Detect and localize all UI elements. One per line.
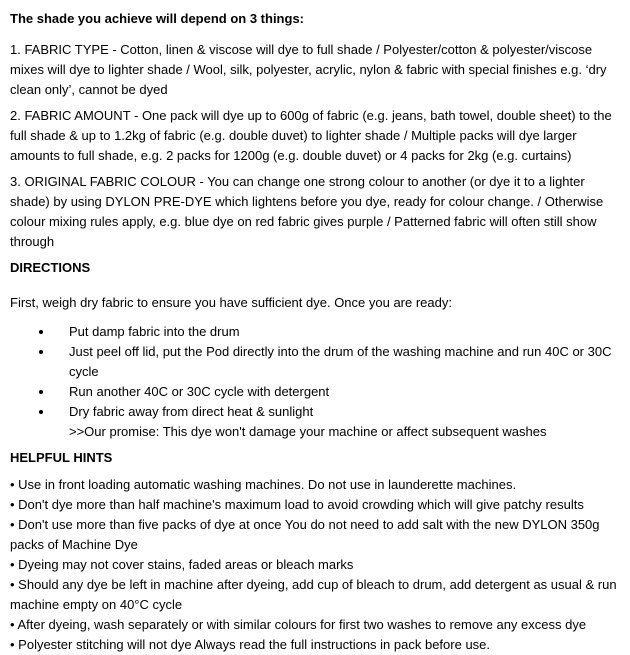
fabric-type-paragraph: 1. FABRIC TYPE - Cotton, linen & viscose will dye to full shade / Polyester/cotton & polyester/viscose mixes will dye to lighter shade / Wool, silk, polyester, acrylic, nylon & fabric with special finishes e.g. ‘dry clean only’, cannot be dyed (10, 42, 607, 97)
hint-item-front-loading: • Use in front loading automatic washing machines. Do not use in launderette machines. (10, 477, 517, 492)
helpful-hints-list (10, 475, 621, 655)
hint-item-stains: • Dyeing may not cover stains, faded areas or bleach marks (10, 557, 354, 572)
directions-step-list (10, 322, 621, 442)
hint-item-polyester-stitching: • Polyester stitching will not dye Always read the full instructions in pack before use. (10, 637, 491, 652)
step-item-pod-into-drum: • Just peel off lid, put the Pod directly into the drum of the washing machine and run 40C or 30C cycle (54, 342, 621, 382)
step-item-second-cycle: • Run another 40C or 30C cycle with detergent (54, 382, 621, 402)
hint-item-five-packs: • Don't use more than five packs of dye at once You do not need to add salt with the new DYLON 350g packs of Machine Dye (10, 517, 600, 552)
hint-item-half-load: • Don't dye more than half machine's maximum load to avoid crowding which will give patchy results (10, 497, 584, 512)
helpful-hints-heading: HELPFUL HINTS (10, 450, 113, 465)
original-fabric-colour-paragraph: 3. ORIGINAL FABRIC COLOUR - You can change one strong colour to another (or dye it to a lighter shade) by using DYLON PRE-DYE which lightens before you dye, ready for colour change. / Otherwise colour mixing rules apply, e.g. blue dye on red fabric gives purple / Patterned fabric will often still show through (10, 174, 604, 249)
hint-item-bleach-clean: • Should any dye be left in machine after dyeing, add cup of bleach to drum, add detergent as usual & run machine empty on 40°C cycle (10, 577, 617, 612)
shade-heading: The shade you achieve will depend on 3 things: (10, 11, 304, 26)
step-item-damp-fabric: • Put damp fabric into the drum (54, 322, 621, 342)
promise-note: >>Our promise: This dye won't damage your machine or affect subsequent washes (69, 424, 547, 439)
directions-heading: DIRECTIONS (10, 260, 91, 275)
directions-intro: First, weigh dry fabric to ensure you have sufficient dye. Once you are ready: (10, 295, 452, 310)
fabric-amount-paragraph: 2. FABRIC AMOUNT - One pack will dye up to 600g of fabric (e.g. jeans, bath towel, double sheet) to the full shade & up to 1.2kg of fabric (e.g. double duvet) to lighter shade / Multiple packs will dye larger amounts to full shade, e.g. 2 packs for 1200g (e.g. double duvet) or 4 packs for 2kg (e.g. curtains) (10, 108, 612, 163)
step-item-dry-fabric: • Dry fabric away from direct heat & sunlight (54, 402, 621, 422)
hint-item-wash-separately: • After dyeing, wash separately or with similar colours for first two washes to remove any excess dye (10, 617, 587, 632)
